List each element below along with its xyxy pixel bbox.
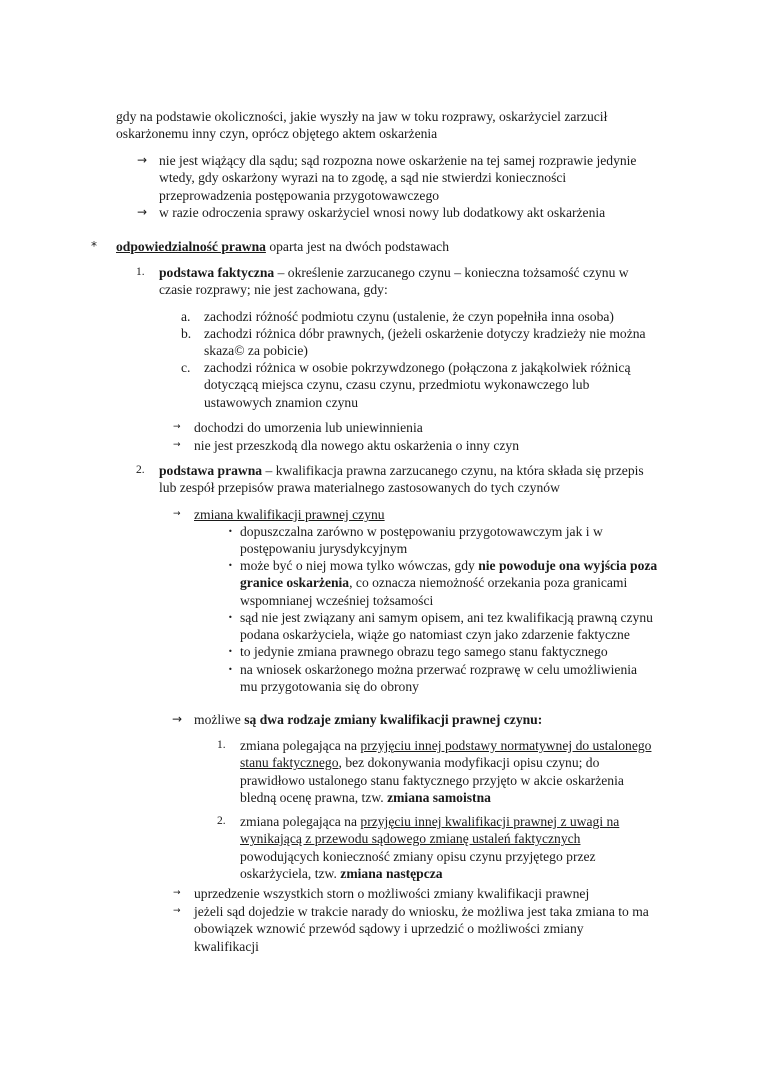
intro-arrow-item: w razie odroczenia sprawy oskarżyciel wnosi nowy lub dodatkowy akt oskarżenia — [159, 205, 606, 220]
list-item: zachodzi różność podmiotu czynu (ustalenie, że czyn popełniła inna osoba) — [204, 309, 614, 324]
intro-paragraph — [116, 108, 676, 143]
section-heading: odpowiedzialność prawna oparta jest na dwóch podstawach — [116, 239, 450, 254]
bullet-item: dopuszczalna zarówno w postępowaniu przygotowawczym jak i w postępowaniu jurysdykcyjnym — [240, 524, 603, 557]
bullet-item: może być o niej mowa tylko wówczas, gdy nie powoduje ona wyjścia poza granice oskarżenia, co oznacza niemożność orzekania poza granicami wspomnianej wcześniej tożsamości — [240, 558, 658, 608]
bullet-icon: • — [228, 665, 233, 674]
bullet-icon: • — [228, 613, 233, 622]
arrow-icon: → — [173, 888, 181, 898]
list-number: 2. — [217, 815, 226, 827]
intro-line-2: oskarżonemu inny czyn, oprócz objętego aktem oskarżenia — [116, 126, 438, 142]
bullet-item: to jedynie zmiana prawnego obrazu tego samego stanu faktycznego — [240, 644, 608, 659]
letter-marker: c. — [181, 360, 191, 375]
list-item: uprzedzenie wszystkich storn o możliwości zmiany kwalifikacji prawnej — [194, 886, 590, 901]
arrow-icon: → — [173, 509, 181, 519]
arrow-icon: → — [137, 153, 148, 167]
list-item: jeżeli sąd dojedzie w trakcie narady do wniosku, że możliwa jest taka zmiana to ma obowiązek wznowić przewód sądowy i uprzedzić o możliwości zmiany kwalifikacji — [194, 904, 649, 954]
list-item: dochodzi do umorzenia lub uniewinnienia — [194, 420, 423, 435]
list-item: nie jest przeszkodą dla nowego aktu oskarżenia o inny czyn — [194, 438, 520, 453]
list-number: 2. — [136, 464, 145, 476]
intro-line-1: gdy na podstawie okoliczności, jakie wyszły na jaw w toku rozprawy, oskarżyciel zarzucił — [116, 109, 608, 124]
subheading-zmiana-kwalifikacji: zmiana kwalifikacji prawnej czynu — [194, 507, 385, 522]
letter-marker: a. — [181, 309, 191, 324]
change-type-1: zmiana polegająca na przyjęciu innej podstawy normatywnej do ustalonego stanu faktycznego, bez dokonywania modyfikacji opisu czynu; do prawidłowo ustalonego stanu faktycznego przyjęto w akcie oskarżenia bledną ocenę prawna, tzw. zmiana samoistna — [240, 738, 652, 806]
bullet-icon: • — [228, 527, 233, 536]
arrow-icon: → — [173, 906, 181, 916]
list-number: 1. — [217, 739, 226, 751]
bullet-icon: • — [228, 647, 233, 656]
arrow-icon: → — [173, 422, 181, 432]
intro-arrow-item: nie jest wiążący dla sądu; sąd rozpozna nowe oskarżenie na tej samej rozprawie jedynie wtedy, gdy oskarżony wyrazi na to zgodę, a sąd nie stwierdzi konieczności przeprowadzenia postępowania przygotowawczego — [159, 153, 637, 203]
list-item: zachodzi różnica dóbr prawnych, (jeżeli oskarżenie dotyczy kradzieży nie można skaza© za pobicie) — [204, 326, 646, 359]
term-podstawa-prawna: podstawa prawna — [159, 463, 263, 478]
list-number: 1. — [136, 266, 145, 278]
point-1-text: podstawa faktyczna – określenie zarzucanego czynu – konieczna tożsamość czynu w czasie rozprawy; nie jest zachowana, gdy: — [159, 265, 629, 298]
bullet-icon: • — [228, 561, 233, 570]
change-type-2: zmiana polegająca na przyjęciu innej kwalifikacji prawnej z uwagi na wynikającą z przewodu sądowego zmianę ustaleń faktycznych powodujących konieczność zmiany opisu czynu przyjętego przez oskarżyciela, tzw. zmiana następcza — [240, 814, 620, 882]
arrow-icon: → — [172, 712, 183, 726]
list-item: zachodzi różnica w osobie pokrzywdzonego (połączona z jakąkolwiek różnicą dotyczącą miejsca czynu, czasu czynu, przedmiotu wykonawczego lub ustawowych znamion czynu — [204, 360, 631, 410]
star-bullet-icon: * — [91, 239, 97, 253]
arrow-icon: → — [137, 205, 148, 219]
point-2-text: podstawa prawna – kwalifikacja prawna zarzucanego czynu, na która składa się przepis lub zespół przepisów prawa materialnego zastosowanych do tych czynów — [159, 463, 644, 496]
bullet-item: na wniosek oskarżonego można przerwać rozprawę w celu umożliwienia mu przygotowania się do obrony — [240, 662, 638, 695]
letter-marker: b. — [181, 326, 192, 341]
bullet-item: sąd nie jest związany ani samym opisem, ani tez kwalifikacją prawną czynu podana oskarżyciela, wiąże go natomiast czyn jako zdarzenie faktyczne — [240, 610, 653, 643]
types-heading: możliwe są dwa rodzaje zmiany kwalifikacji prawnej czynu: — [194, 712, 543, 727]
arrow-icon: → — [173, 440, 181, 450]
section-title: odpowiedzialność prawna — [116, 239, 266, 254]
term-podstawa-faktyczna: podstawa faktyczna — [159, 265, 275, 280]
